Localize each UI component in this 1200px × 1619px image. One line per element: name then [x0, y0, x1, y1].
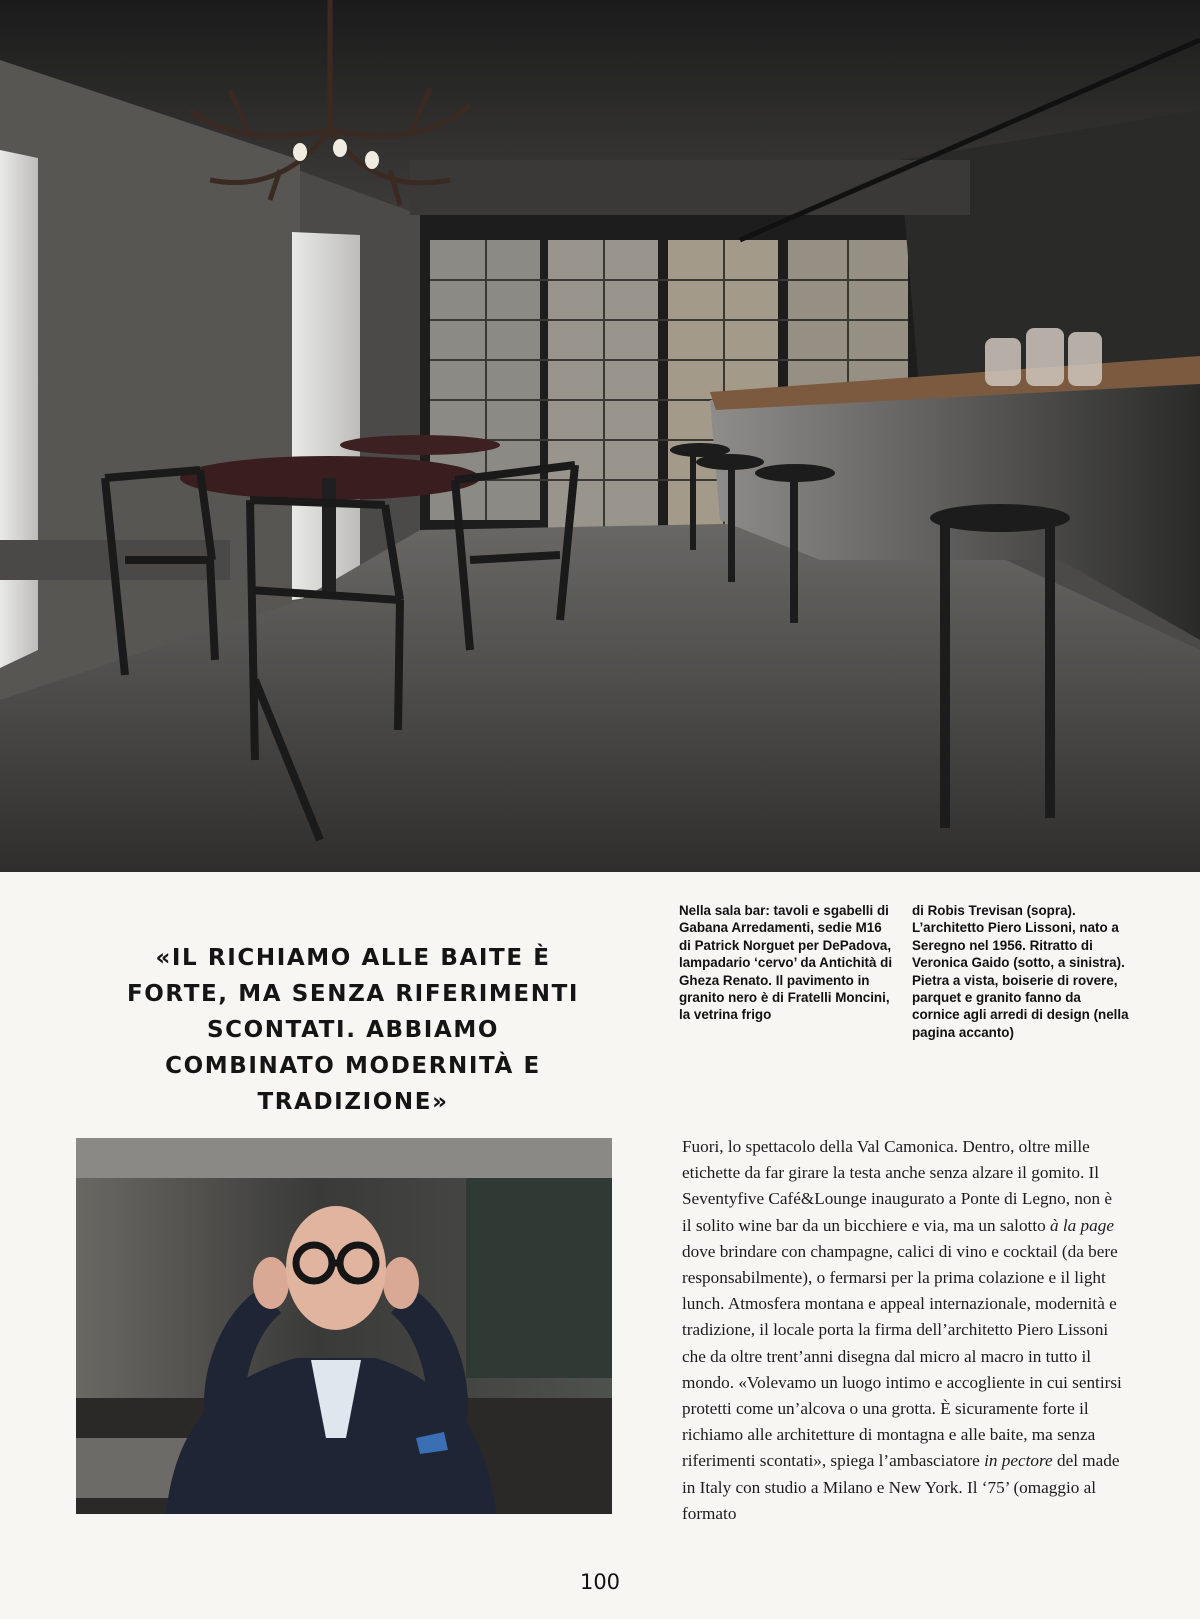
architect-portrait-photo	[76, 1138, 612, 1514]
photo-caption-column-1: Nella sala bar: tavoli e sgabelli di Gabana Arredamenti, sedie M16 di Patrick Norguet per DePadova, lampadario ‘cervo’ da Antichità di Gheza Renato. Il pavimento in granito nero è di Fratelli Moncini, la vetrina frigo	[679, 903, 893, 1023]
head	[286, 1206, 386, 1330]
pull-quote: «IL RICHIAMO ALLE BAITE È FORTE, MA SENZA RIFERIMENTI SCONTATI. ABBIAMO COMBINATO MODERNITÀ E TRADIZIONE»	[126, 945, 580, 1115]
window-left	[0, 150, 38, 668]
photo-caption-column-2: di Robis Trevisan (sopra). L’architetto Piero Lissoni, nato a Seregno nel 1956. Ritratto di Veronica Gaido (sotto, a sinistra). Pietra a vista, boiserie di rovere, parquet e granito fanno da cornice agli arredi di design (nella pagina accanto)	[912, 903, 1129, 1040]
article-body: Fuori, lo spettacolo della Val Camonica. Dentro, oltre mille etichette da far girare la testa anche senza alzare il gomito. Il Seventyfive Café&Lounge inaugurato a Ponte di Legno, non è il solito wine bar da un bicchiere e via, ma un salotto à la page dove brindare con champagne, calici di vino e cocktail (da bere responsabilmente), o fermarsi per la prima colazione e il light lunch. Atmosfera montana e appeal internazionale, modernità e tradizione, il locale porta la firma dell’architetto Piero Lissoni che da oltre trent’anni disegna dal micro al macro in tutto il mondo. «Volevamo un luogo intimo e accogliente in cui sentirsi protetti come un’alcova o una grotta. È sicuramente forte il richiamo alle architetture di montagna e alle baite, ma senza riferimenti scontati», spiega l’ambasciatore in pectore del made in Italy con studio a Milano e New York. Il ‘75’ (omaggio al formato	[682, 1137, 1122, 1523]
page-number: 100	[579, 1570, 621, 1594]
